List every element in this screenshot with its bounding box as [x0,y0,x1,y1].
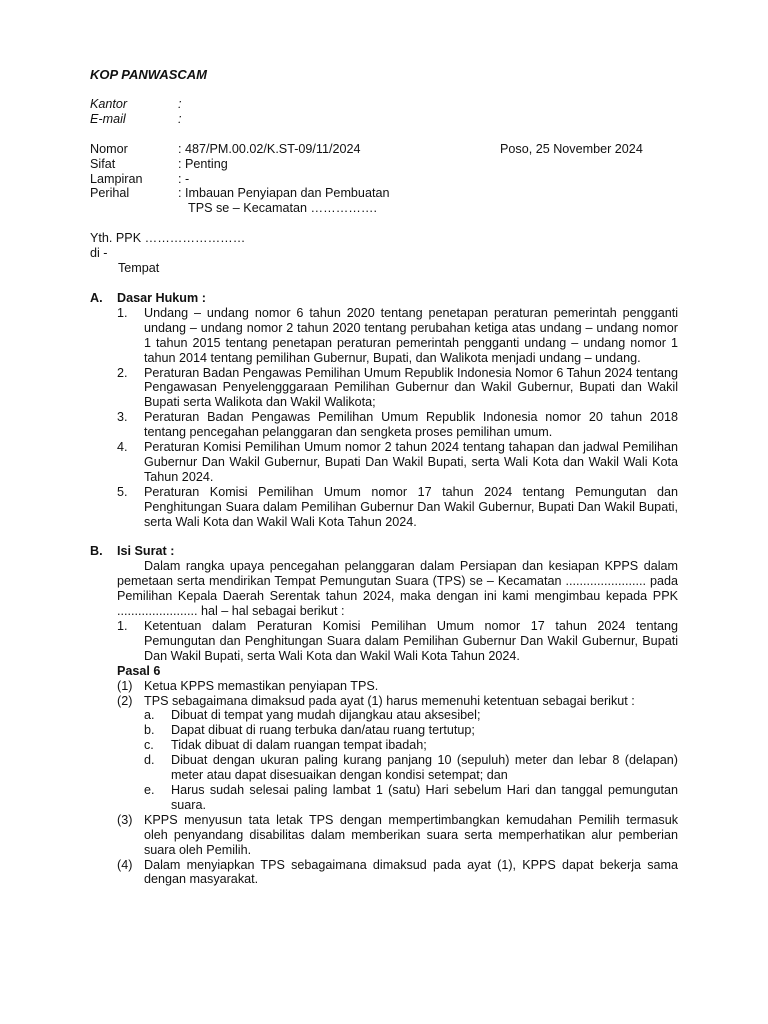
clause-text: Dalam menyiapkan TPS sebagaimana dimaksud pada ayat (1), KPPS dapat bekerja sama dengan masyarakat. [144,857,678,887]
header-value: : Imbauan Penyiapan dan Pembuatan [178,186,390,201]
clause-item [117,679,678,694]
clause-text: Ketua KPPS memastikan penyiapan TPS. [144,678,379,693]
sub-clause-item [144,738,678,753]
list-item [117,366,678,411]
list-number: 3. [117,410,128,425]
clause-number: (1) [117,678,133,693]
section-heading [90,291,678,306]
letter-content [90,68,678,887]
header-row-nomor [90,142,678,157]
section-legal-basis [90,291,678,530]
header-value-continued: TPS se – Kecamatan ……………. [188,201,377,216]
header-label-empty [90,201,178,216]
contact-row-email [90,112,678,127]
legal-basis-list [117,306,678,530]
header-value: : - [178,171,190,186]
header-row-perihal-cont [90,201,678,216]
sub-clause-text: Dibuat di tempat yang mudah dijangkau atau aksesibel; [171,708,481,723]
sub-clause-letter: e. [144,782,155,797]
list-item [117,410,678,440]
list-text: Peraturan Komisi Pemilihan Umum nomor 2 tahun 2024 tentang tahapan dan jadwal Pemilihan Gubernur Dan Wakil Gubernur, Bupati Dan Wakil Bupati, serta Wali Kota dan Wakil Wali Kota Tahun 2024. [144,440,678,484]
header-label: Sifat [90,156,116,171]
clause-text: KPPS menyusun tata letak TPS dengan mempertimbangkan kemudahan Pemilih termasuk oleh penyandang disabilitas dalam memberikan suara serta memperhatikan alur pemberian suara oleh Pemilih. [144,812,678,857]
clause-number: (3) [117,812,133,827]
section-title: Isi Surat : [117,544,175,559]
body-intro-paragraph: Dalam rangka upaya pencegahan pelanggaran dalam Persiapan dan kesiapan KPPS dalam pemetaan serta mendirikan Tempat Pemungutan Suara (TPS) se – Kecamatan ....................... pada Pemilihan Kepala Daerah Serentak tahun 2024, maka dengan ini kami mengimbau kepada PPK ....................... hal – hal sebagai berikut : [117,559,678,619]
sub-clause-item [144,723,678,738]
article-clauses [117,679,678,888]
letterhead-title: KOP PANWASCAM [90,67,207,82]
header-field [90,142,500,157]
header-value: : 487/PM.00.02/K.ST-09/11/2024 [178,141,361,156]
spacer [90,216,678,231]
recipient-place: Tempat [118,261,160,276]
section-letter: A. [90,290,103,305]
spacer [90,529,678,544]
contact-label: Kantor [90,96,128,111]
header-label: Nomor [90,141,128,156]
sub-clause-letter: b. [144,723,155,738]
clause-number: (4) [117,857,133,872]
contact-label: E-mail [90,111,126,126]
clause-item [117,694,678,709]
contact-colon: : [178,111,182,126]
list-item [117,485,678,530]
section-heading [90,544,678,559]
list-number: 4. [117,440,128,455]
header-row-sifat [90,157,678,172]
clause-number: (2) [117,693,133,708]
sub-clause-item [144,753,678,783]
sub-clause-item [144,783,678,813]
sub-clause-letter: c. [144,738,154,753]
list-number: 2. [117,365,128,380]
clause-item [117,858,678,888]
section-title: Dasar Hukum : [117,290,206,305]
list-text: Undang – undang nomor 6 tahun 2020 tentang penetapan peraturan pemerintah pengganti undang – undang nomor 2 tahun 2020 tentang perubahan ketiga atas undang – undang nomor 1 tahun 2015 tentang penetapan peraturan pemerintah pengganti undang – undang nomor 1 tahun 2014 tentang pemilihan Gubernur, Bupati, dan Walikota menjadi undang – undang. [144,305,678,365]
contact-block [90,97,678,127]
header-label: Lampiran [90,171,143,186]
header-row-perihal [90,186,678,201]
recipient-line: di - [90,246,108,261]
header-row-lampiran [90,172,678,187]
sub-clause-item [144,708,678,723]
list-text: Ketentuan dalam Peraturan Komisi Pemilihan Umum nomor 17 tahun 2024 tentang Pemungutan dan Penghitungan Suara dalam Pemilihan Gubernur Dan Wakil Gubernur, Bupati Dan Wakil Bupati, serta Wali Kota dan Wakil Wali Kota Tahun 2024. [144,619,678,663]
recipient-block [90,231,678,276]
body-list [117,619,678,664]
sub-clause-text: Harus sudah selesai paling lambat 1 (satu) Hari sebelum Hari dan tanggal pemungutan suara. [171,782,678,812]
list-text: Peraturan Badan Pengawas Pemilihan Umum Republik Indonesia Nomor 6 Tahun 2024 tentang Pengawasan Penyelengggaraan Pemilihan Gubernur dan Wakil Gubernur, Bupati dan Wakil Bupati serta Walikota dan Wakil Walikota; [144,365,678,410]
header-value: : Penting [178,156,228,171]
sub-clause-list [144,708,678,812]
letter-header [90,142,678,217]
section-letter: B. [90,544,103,559]
section-letter-body [90,544,678,887]
header-label: Perihal [90,186,130,201]
clause-text: TPS sebagaimana dimaksud pada ayat (1) harus memenuhi ketentuan sebagai berikut : [144,693,635,708]
list-item [117,619,678,664]
letter-date: Poso, 25 November 2024 [500,141,643,156]
sub-clause-text: Tidak dibuat di dalam ruangan tempat ibadah; [171,738,427,753]
list-item [117,306,678,366]
sub-clause-letter: d. [144,753,155,768]
sub-clause-letter: a. [144,708,155,723]
list-number: 5. [117,484,128,499]
contact-row-office [90,97,678,112]
recipient-line: Yth. PPK …………………… [90,231,246,246]
list-item [117,440,678,485]
list-text: Peraturan Badan Pengawas Pemilihan Umum Republik Indonesia nomor 20 tahun 2018 tentang pencegahan pelanggaran dan sengketa proses pemilihan umum. [144,410,678,440]
contact-colon: : [178,96,182,111]
list-text: Peraturan Komisi Pemilihan Umum nomor 17 tahun 2024 tentang Pemungutan dan Penghitungan Suara dalam Pemilihan Gubernur Dan Wakil Gubernur, Bupati Dan Wakil Bupati, serta Wali Kota dan Wakil Wali Kota Tahun 2024. [144,484,678,529]
spacer [90,127,678,142]
clause-item [117,813,678,858]
article-heading: Pasal 6 [117,663,161,678]
spacer [90,276,678,291]
sub-clause-text: Dapat dibuat di ruang terbuka dan/atau ruang tertutup; [171,723,475,738]
sub-clause-text: Dibuat dengan ukuran paling kurang panjang 10 (sepuluh) meter dan lebar 8 (delapan) meter atau dapat disesuaikan dengan kondisi setempat; dan [171,753,678,783]
list-number: 1. [117,619,128,633]
list-number: 1. [117,305,128,320]
